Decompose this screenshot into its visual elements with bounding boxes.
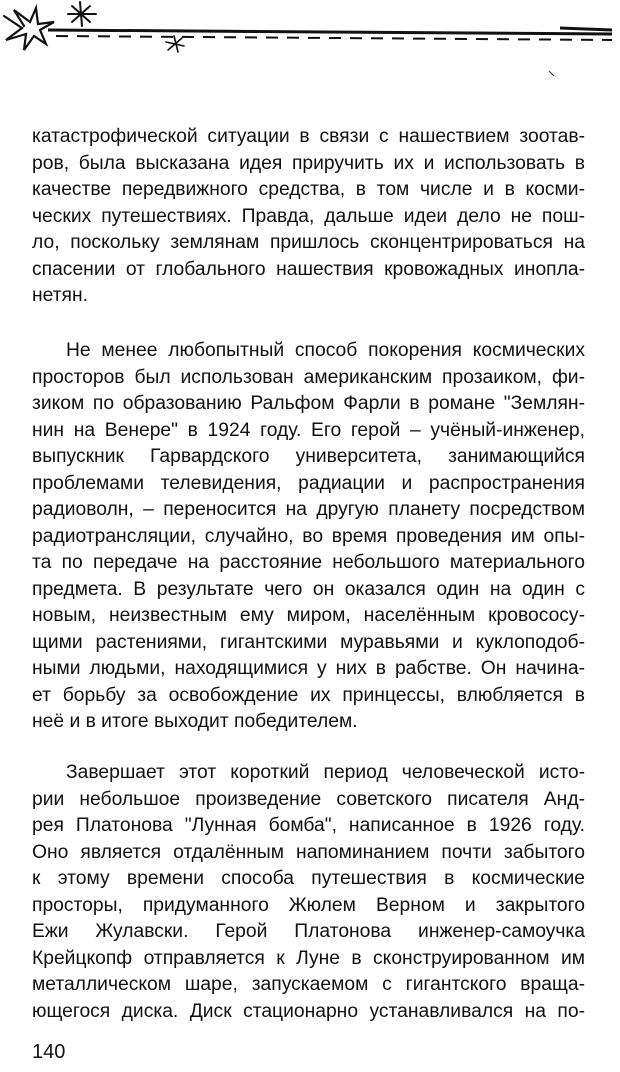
text-line: металлическом шаре, запускаемом с гигантского враща- <box>32 974 585 995</box>
text-line: Ежи Жулавски. Герой Платонова инженер-самоучка <box>32 921 585 942</box>
sparkle-star-icon <box>68 2 96 26</box>
text-line: ческих путешествиях. Правда, дальше идеи дело не пош- <box>32 205 585 227</box>
text-line: рии небольшое произведение советского писателя Анд- <box>32 788 585 810</box>
text-line: рея Платонова "Лунная бомба", написанное в 1926 году. <box>32 815 585 836</box>
stray-mark <box>548 70 556 78</box>
text-line: выпускник Гарвардского университета, занимающийся <box>32 446 585 467</box>
text-line: ров, была высказана идея приручить их и использовать в <box>32 152 585 174</box>
text-line: радиоволн, – переносится на другую планету посредством <box>32 499 585 520</box>
text-line: Оно является отдалённым напоминанием почти забытого <box>32 841 585 863</box>
text-line: спасении от глобального нашествия кровожадных инопла- <box>32 258 585 280</box>
paragraph-1 <box>32 124 585 310</box>
page-number: 140 <box>32 1041 66 1063</box>
header-stars-ornament <box>0 0 620 60</box>
text-line: нетян. <box>32 285 89 306</box>
tiny-star-icon <box>166 36 184 52</box>
text-line: зиком по образованию Ральфом Фарли в романе "Землян- <box>32 393 585 414</box>
text-line: ными людьми, находящимися у них в рабстве. Он начина- <box>32 658 585 679</box>
text-line: предмета. В результате чего он оказался один на один с <box>32 578 585 600</box>
text-line: к этому времени способа путешествия в космические <box>32 868 585 889</box>
burst-star-icon <box>4 8 54 50</box>
text-line: радиотрансляции, случайно, во время проведения им опы- <box>32 525 585 547</box>
text-line: просторы, придуманного Жюлем Верном и закрытого <box>32 894 585 916</box>
text-line: Не менее любопытный способ покорения космических <box>66 340 585 361</box>
paragraph-3 <box>32 760 585 1025</box>
text-line: катастрофической ситуации в связи с нашествием зоотав- <box>32 126 585 147</box>
text-line: просторов был использован американским прозаиком, фи- <box>32 366 585 388</box>
text-line: та по передаче на расстояние небольшого материального <box>32 552 585 573</box>
text-line: ющегося диска. Диск стационарно устанавливался на по- <box>32 1000 585 1022</box>
paragraph-2 <box>32 338 585 736</box>
text-line: Завершает этот короткий период человеческой исто- <box>66 762 585 783</box>
text-line: новым, неизвестным ему миром, населённым кровососу- <box>32 605 585 626</box>
text-line: ет борьбу за освобождение их принцессы, влюбляется в <box>32 684 585 706</box>
text-line: Крейцкопф отправляется к Луне в сконструированном им <box>32 947 585 969</box>
text-line: неё и в итоге выходит победителем. <box>32 711 358 732</box>
dashed-rule <box>48 28 612 40</box>
text-line: нин на Венере" в 1924 году. Его герой – учёный-инженер, <box>32 419 585 441</box>
text-line: щими растениями, гигантскими муравьями и куклоподоб- <box>32 631 585 653</box>
text-line: проблемами телевидения, радиации и распространения <box>32 472 585 494</box>
text-line: качестве передвижного средства, в том числе и в косми- <box>32 179 585 200</box>
text-line: ло, поскольку землянам пришлось сконцентрироваться на <box>32 232 585 253</box>
